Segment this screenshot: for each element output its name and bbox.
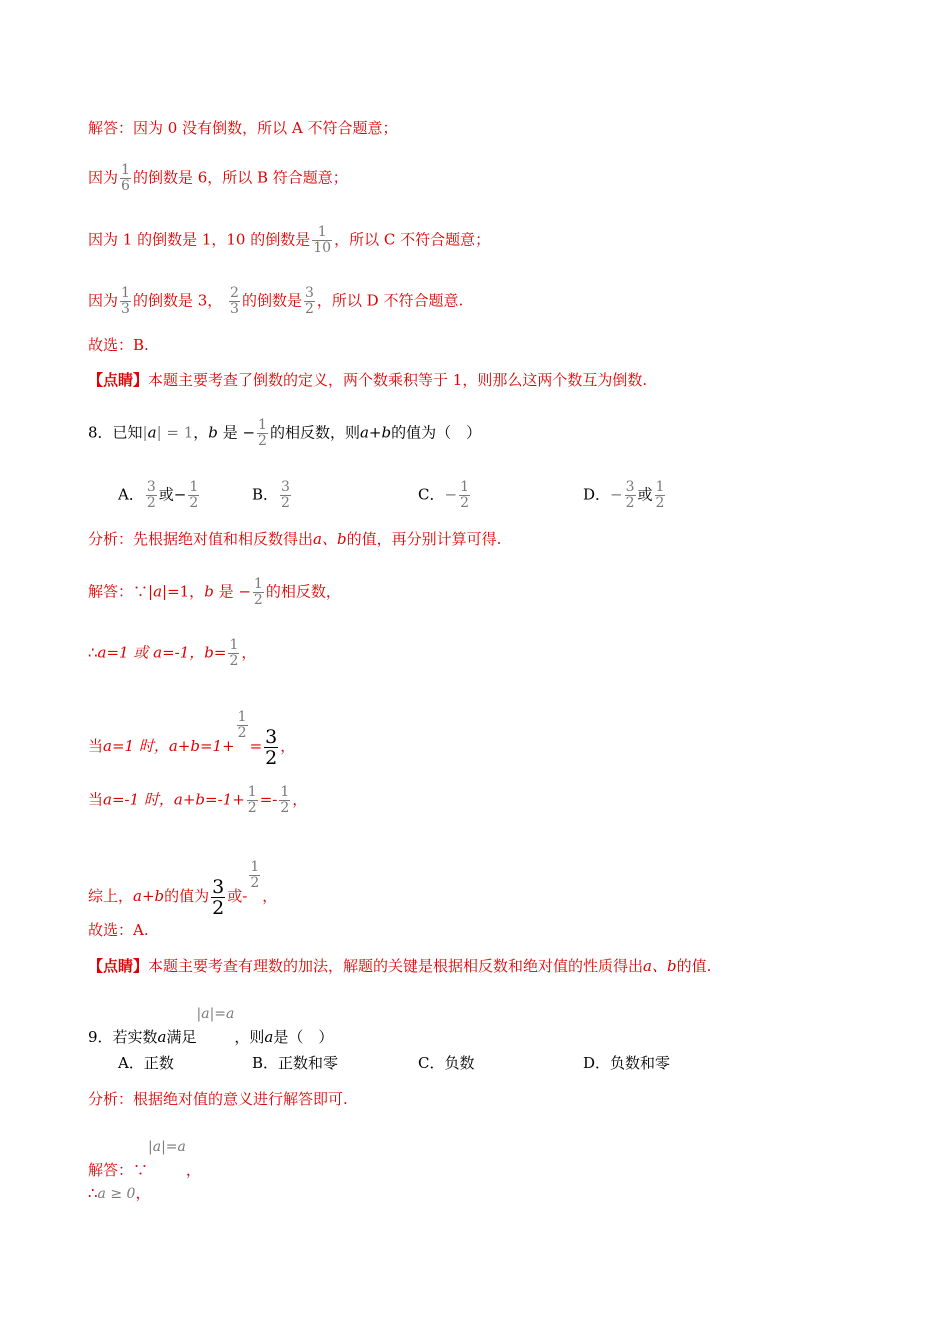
q9-option-d (583, 1053, 670, 1073)
q9-stem (88, 1004, 333, 1047)
abs-expr: |a| = 1 (142, 423, 194, 442)
text: =- (259, 790, 278, 809)
text: 因为 1 的倒数是 1，10 的倒数是 (88, 230, 311, 249)
text: 【点睛】 (88, 957, 149, 975)
text: A．正数 (118, 1054, 174, 1072)
tip-text: 本题主要考查了倒数的定义，两个数乘积等于 1，则那么这两个数互为倒数. (148, 371, 648, 389)
var: b (208, 423, 218, 442)
text: 当 (88, 790, 104, 809)
text: 综上， (88, 887, 134, 905)
denominator: 2 (304, 301, 314, 317)
q9-analysis (88, 1089, 348, 1109)
text: ，则 (234, 1028, 265, 1046)
text: ， (193, 423, 209, 442)
denominator: 2 (280, 800, 290, 816)
text: 故选：A. (88, 921, 149, 939)
text: 解答：∵| (88, 582, 154, 601)
text: 因为 (88, 168, 119, 187)
text: 当 (88, 737, 104, 755)
q7-choice (88, 335, 149, 355)
denominator: 2 (253, 592, 263, 608)
text: 的倒数是 6，所以 B 符合题意； (132, 168, 348, 187)
fraction (253, 577, 264, 608)
q8-answer-line-4 (88, 785, 307, 816)
numerator: 1 (237, 709, 247, 725)
text: B．正数和零 (252, 1054, 339, 1072)
text: ， (241, 643, 257, 662)
fraction (279, 785, 290, 816)
text: 是 − (218, 582, 251, 601)
text: ，所以 D 不符合题意. (316, 291, 464, 310)
q8-tip (88, 956, 711, 976)
q8-answer-line-1 (88, 577, 341, 608)
text: 解答：∵ (88, 1161, 149, 1179)
fraction (280, 480, 291, 511)
var: a+b (359, 423, 392, 442)
q8-option-d (583, 480, 667, 511)
fraction (247, 785, 258, 816)
text: |=1， (162, 582, 205, 601)
q8-option-c (418, 480, 472, 511)
text: a、b (643, 957, 677, 975)
text: ， (292, 790, 308, 809)
q8-answer-line-3 (88, 710, 295, 768)
text: a+b (133, 887, 165, 905)
text: D． (583, 485, 611, 504)
numerator: 3 (146, 479, 156, 495)
denominator: 3 (121, 301, 130, 317)
denominator: 3 (230, 301, 239, 317)
text: |a|=a (148, 1139, 186, 1155)
numerator: 1 (655, 479, 665, 495)
q7-tip (88, 370, 647, 390)
text: ∴ (88, 643, 98, 662)
q9-answer-line-2 (88, 1183, 150, 1204)
numerator: 1 (247, 784, 257, 800)
denominator: 2 (229, 653, 239, 669)
numerator: 1 (229, 637, 239, 653)
q8-option-a (118, 480, 201, 511)
text: − (444, 485, 458, 504)
text: a (153, 582, 163, 601)
denominator: 2 (247, 800, 257, 816)
tip-tag: 【点睛】 (88, 371, 149, 389)
text: a=1 时，a+b=1+ (103, 737, 235, 755)
denominator: 2 (237, 725, 247, 741)
text: 8．已知 (88, 423, 143, 442)
q8-answer-line-5 (88, 860, 277, 918)
q7-answer-line-4 (88, 286, 463, 317)
q8-answer-line-2 (88, 638, 256, 669)
denominator: 2 (189, 495, 199, 511)
denominator: 2 (460, 495, 469, 511)
text: 9．若实数 (88, 1028, 158, 1046)
text: ， (135, 1184, 151, 1202)
q9-answer-line-1 (88, 1137, 201, 1180)
fraction (120, 163, 131, 194)
text: 或- (227, 887, 248, 905)
numerator: 1 (460, 479, 469, 495)
denominator: 2 (258, 433, 267, 449)
numerator: 1 (253, 576, 263, 592)
text: = (249, 737, 263, 755)
q7-answer-line-3 (88, 225, 490, 256)
numerator: 1 (121, 162, 130, 178)
denominator: 2 (146, 495, 156, 511)
text: ， (280, 737, 296, 755)
fraction (312, 225, 332, 256)
fraction (228, 638, 239, 669)
text: 的倒数是 (241, 291, 302, 310)
numerator: 3 (281, 479, 290, 495)
text: |a|=a (196, 1006, 235, 1022)
fraction (459, 480, 470, 511)
denominator: 2 (281, 495, 290, 511)
text: − (610, 485, 623, 504)
text: a (264, 1028, 274, 1046)
q8-option-b (252, 480, 293, 511)
fraction (257, 418, 268, 449)
text: b (204, 582, 214, 601)
numerator: 2 (230, 285, 239, 301)
numerator: 3 (304, 285, 314, 301)
text: a=1 或 a=-1，b= (97, 643, 227, 662)
text: ∴ (88, 1184, 98, 1202)
text: B． (252, 485, 279, 504)
text: a ≥ 0 (97, 1186, 136, 1202)
text: 的值为（ ） (391, 423, 482, 442)
fraction (146, 480, 157, 511)
text: a=-1 时，a+b=-1+ (103, 790, 245, 809)
fraction (655, 480, 666, 511)
numerator: 1 (189, 479, 199, 495)
fraction (304, 286, 315, 317)
fraction (120, 286, 131, 317)
text: 的值. (676, 957, 712, 975)
text: 分析：先根据绝对值和相反数得出 (88, 530, 314, 548)
text: ，所以 C 不符合题意； (334, 230, 491, 249)
text: 或− (158, 485, 187, 504)
text: D．负数和零 (583, 1054, 671, 1072)
fraction (211, 877, 225, 918)
denominator: 2 (250, 875, 260, 891)
numerator: 3 (212, 875, 225, 898)
text: 的相反数，则 (269, 423, 360, 442)
fraction (229, 286, 240, 317)
text: 是 − (222, 423, 256, 442)
numerator: 1 (317, 224, 327, 240)
q7-answer-line-1 (88, 118, 397, 138)
denominator: 2 (625, 495, 635, 511)
numerator: 3 (625, 479, 635, 495)
q7-answer-line-2 (88, 163, 348, 194)
text: 故选：B. (88, 336, 149, 354)
numerator: 1 (121, 285, 130, 301)
text: 满足 (166, 1028, 197, 1046)
text: a、b (313, 530, 347, 548)
fraction (625, 480, 636, 511)
text: 因为 (88, 291, 119, 310)
text: C．负数 (418, 1054, 475, 1072)
denominator: 10 (313, 240, 332, 256)
fraction (249, 860, 260, 891)
denominator: 2 (265, 746, 278, 769)
text: A． (118, 485, 144, 504)
q9-option-a (118, 1053, 174, 1073)
text: 是（ ） (273, 1028, 334, 1046)
denominator: 2 (655, 495, 665, 511)
q8-analysis (88, 529, 501, 549)
text: 本题主要考查有理数的加法，解题的关键是根据相反数和绝对值的性质得出 (148, 957, 644, 975)
text: C． (418, 485, 445, 504)
fraction (237, 710, 248, 741)
numerator: 1 (280, 784, 290, 800)
numerator: 3 (265, 725, 278, 748)
text: 分析：根据绝对值的意义进行解答即可. (88, 1090, 348, 1108)
q9-option-b (252, 1053, 338, 1073)
denominator: 6 (121, 178, 130, 194)
numerator: 1 (250, 859, 260, 875)
text: a (157, 1028, 167, 1046)
text: ， (185, 1161, 201, 1179)
text: 的值，再分别计算可得. (346, 530, 502, 548)
text: ， (262, 887, 278, 905)
q9-option-c (418, 1053, 474, 1073)
fraction (264, 727, 278, 768)
denominator: 2 (212, 896, 225, 919)
fraction (188, 480, 199, 511)
text: 或 (637, 485, 653, 504)
text: 的值为 (164, 887, 210, 905)
text: 的相反数， (265, 582, 341, 601)
q8-choice (88, 920, 149, 940)
text: = 1 (166, 423, 194, 442)
numerator: 1 (258, 417, 267, 433)
q8-stem (88, 418, 481, 449)
text: 的倒数是 3， (132, 291, 223, 310)
text: a (147, 423, 157, 442)
q7-answer-text: 解答：因为 0 没有倒数，所以 A 不符合题意； (88, 119, 398, 137)
